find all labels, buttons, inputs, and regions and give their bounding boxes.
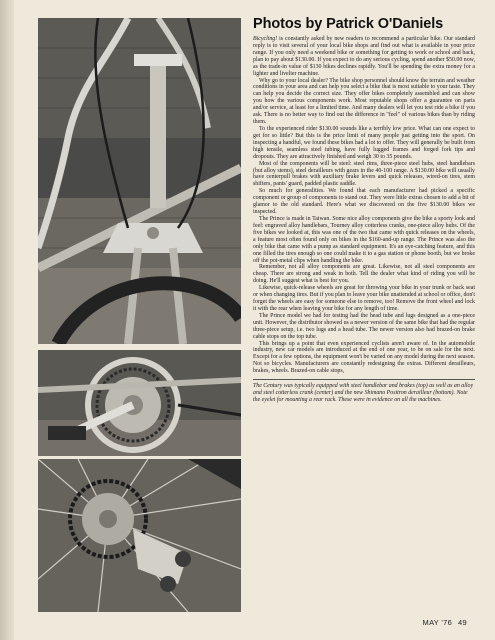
article-paragraph: Why go to your local dealer? The bike shop personnel should know the terrain and weather conditions in your area and can help you select a bike that is most suitable to your taste. They can help you decide the correct size. They offer bikes completely assembled and can show you how the various components work. Most reputable shops offer a guarantee on parts and/or service, at least for a limited time. And many dealers will let you test ride a bike if you ask. There is no better way to find out the difference in "feel" of various bikes than by riding them. <box>253 77 475 126</box>
handlebar-brakes-photo <box>38 18 241 344</box>
bicycle-crankset-icon <box>38 350 241 456</box>
article-title: Photos by Patrick O'Daniels <box>253 16 444 32</box>
article-paragraph <box>253 36 475 78</box>
magazine-name: Bicycling! <box>253 36 278 42</box>
caption-divider <box>253 379 475 380</box>
article-paragraph: This brings up a point that even experienced cyclists aren't aware of. In the automobile industry, new car models are introduced at the end of one year, to be on sale for the next. Except for a few options, the equipment won't be varied on any model during the next season. Not so bicycles. Manufacturers are constantly redesigning the extras. Different derailleurs, brakes, wheels. Brazed-on cable stops, <box>253 340 475 375</box>
page-footer <box>417 618 467 627</box>
article-paragraph: To the experienced rider $130.00 sounds like a terribly low price. What can one expect to get for so little? But this is the price limit of many people just getting into the sport. On inspecting a handful, we found these bikes had a lot to offer. They will generally be built from high tensile, seamless steel tubing, have fully lugged frames and forged fork tips and dropouts. They are attractively finished and weigh 30 to 35 pounds. <box>253 125 475 160</box>
paragraph-text: is constantly asked by new readers to recommend a particular bike. Our standard reply is to visit several of your local bike shops and find out what is available in your price range. If you only need a weekend bike or something for getting to work or school and back, plan to pay about $130.00. If you expect to do any serious cycling, spend another $50.00 now, as the trade-in value of $130 bikes declines rapidly. You'll be spending the extra money for a lighter and livelier machine. <box>253 36 475 77</box>
photo-caption: The Century was typically equipped with steel handlebar and brakes (top) as well as an alloy and steel cotterless crank (center) and the new Shimano Positron derailleur (bottom). Note the eyelet for mounting a rear rack. These were in evidence on all the machines. <box>253 383 474 404</box>
article-paragraph: Likewise, quick-release wheels are great for throwing your bike in your trunk or back seat or when changing tires. But if you plan to leave your bike unattended at school or office, don't forget the wheels are easy for someone else to remove, too! Remove the front wheel and lock it with the rear when leaving your bike for any length of time. <box>253 285 475 312</box>
bicycle-handlebar-brakes-icon <box>38 18 241 344</box>
page-gutter <box>0 0 14 640</box>
article-column <box>253 16 475 404</box>
article-body <box>253 36 475 375</box>
issue-date: MAY '76 <box>422 618 453 627</box>
derailleur-photo <box>38 459 241 612</box>
article-paragraph: Remember, not all alloy components are great. Likewise, not all steel components are cheap. There are strong and weak in both. Tell the dealer what kind of riding you will be doing. He'll suggest what is best for you. <box>253 264 475 285</box>
page-number: 49 <box>458 618 467 627</box>
article-paragraph: Most of the components will be steel: steel rims, three-piece steel hubs, steel handlebars (but alloy stems), steel derailleurs with gears in the 40-100 range. A $130.00 bike will usually have centerpull brakes with auxiliary brake levers and quick releases, wired-on tires, stem shifters, pants' guard, padded plastic saddle. <box>253 160 475 188</box>
article-paragraph: The Prince is made in Taiwan. Some nice alloy components give the bike a sporty look and feel: engraved alloy handlebars, Tourney alloy cotterless cranks, one-piece alloy hubs. Of the five bikes we looked at, this was one of the two that came with quick releases on the wheels, a feature most often found only on bikes in the $160-and-up range. The Prince was also the only bike that came with a pump as standard equipment. It's an eye-catching feature, and this one filled the tires enough so one could make it to a gas station or phone booth, but we broke off the pot-metal clips when handling the bike. <box>253 215 475 264</box>
crankset-photo <box>38 350 241 456</box>
bicycle-derailleur-icon <box>38 459 241 612</box>
article-paragraph: The Prince model we had for testing had the head tube and lugs designed as a one-piece unit. However, the distributor showed us a newer version of the same bike that had the regular three-piece setup, i.e. two lugs and a head tube. The newer version also had brazed-on brake cable stops on the top tube. <box>253 312 475 340</box>
article-paragraph: So much for generalities. We found that each manufacturer had picked a specific component or group of components to stand out. They were little extras chosen to add a bit of glamor to the old standard. Here's what we discovered on the five $130.00 bikes we inspected. <box>253 188 475 216</box>
